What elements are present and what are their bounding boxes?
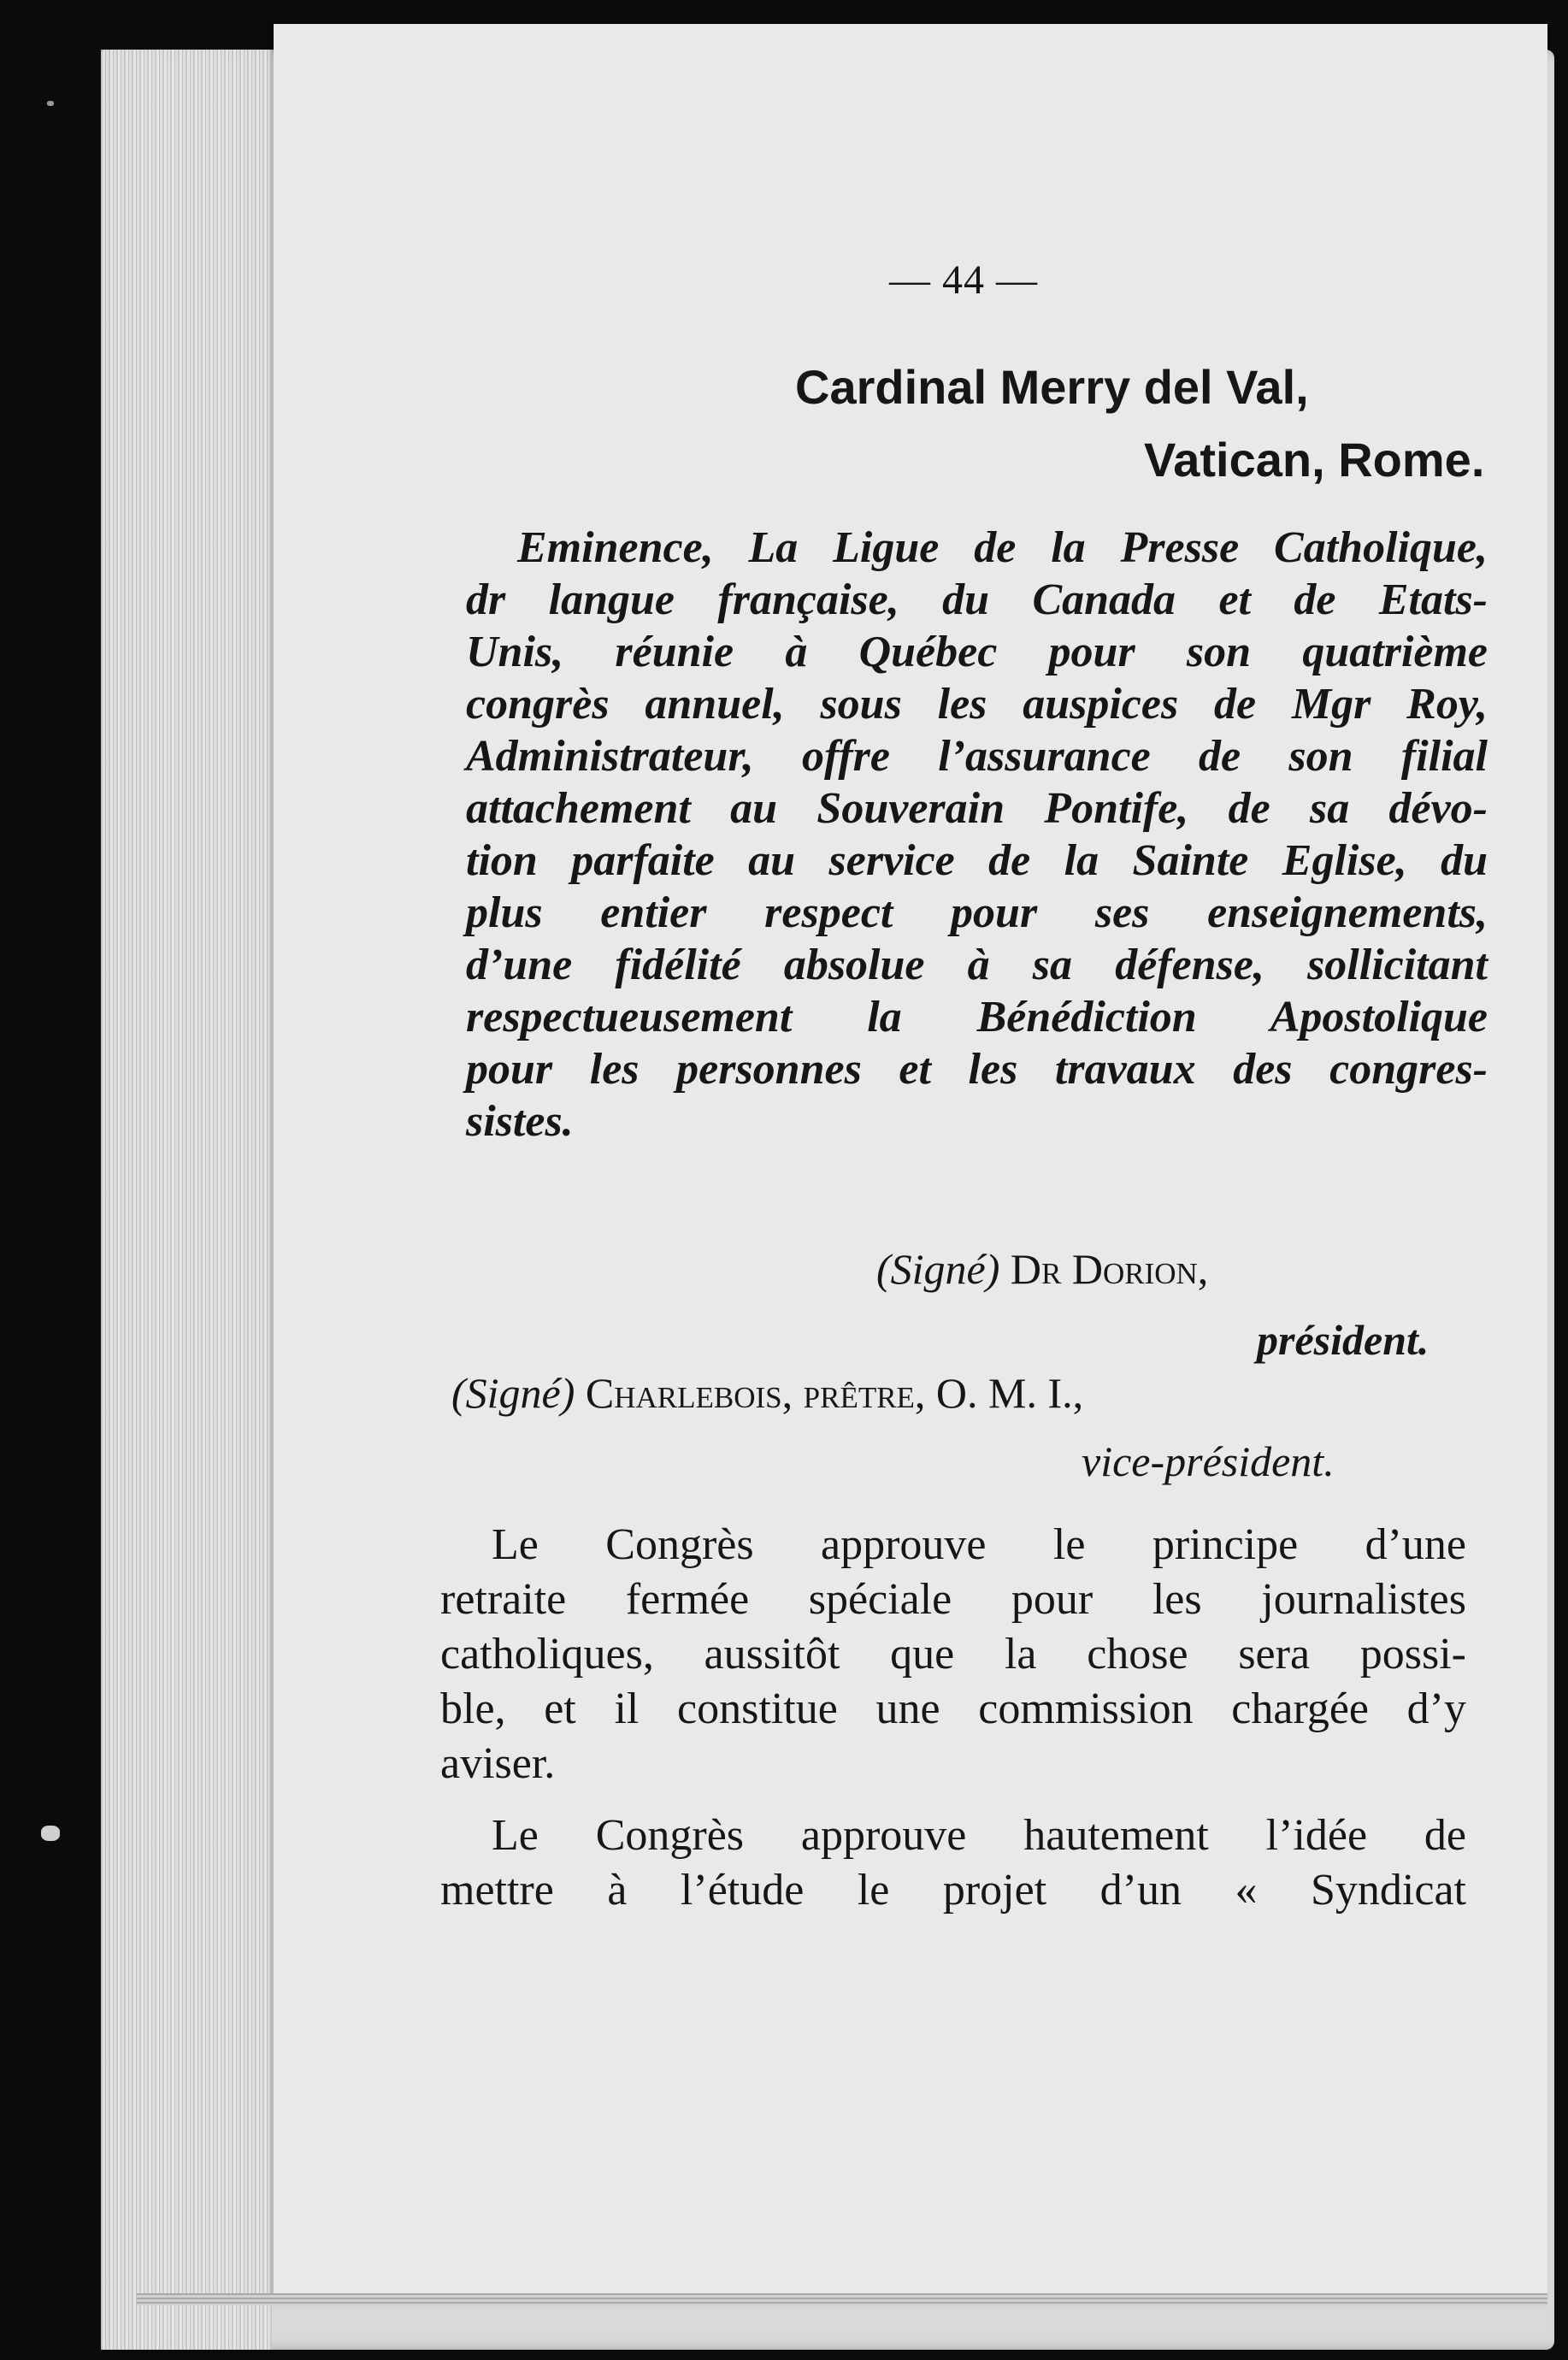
signature-prefix: (Signé) — [451, 1369, 575, 1417]
signature-title-president: président. — [1257, 1316, 1429, 1364]
signature-vice-president — [451, 1368, 1083, 1418]
telegram-line: d’une fidélité absolue à sa défense, sollicitant — [466, 941, 1488, 989]
resolution-line: catholiques, aussitôt que la chose sera possi- — [440, 1630, 1466, 1679]
background-speck — [47, 101, 54, 106]
resolution-line: aviser. — [440, 1739, 556, 1788]
telegram-line: dr langue française, du Canada et de Etats- — [466, 575, 1488, 624]
resolution-line: Le Congrès approuve le principe d’une — [492, 1520, 1466, 1569]
resolution-line: retraite fermée spéciale pour les journalistes — [440, 1575, 1466, 1624]
address-line-1: Cardinal Merry del Val, — [795, 360, 1309, 414]
resolution-line: Le Congrès approuve hautement l’idée de — [492, 1811, 1466, 1860]
signature-prefix: (Signé) — [876, 1245, 1000, 1293]
telegram-line: tion parfaite au service de la Sainte Eglise, du — [466, 836, 1488, 885]
telegram-line: Unis, réunie à Québec pour son quatrième — [466, 628, 1488, 676]
telegram-line: Eminence, La Ligue de la Presse Catholique, — [517, 523, 1488, 572]
address-line-2: Vatican, Rome. — [1144, 433, 1485, 487]
telegram-text — [466, 522, 1488, 1148]
telegram-line: Administrateur, offre l’assurance de son filial — [466, 732, 1488, 781]
telegram-line: congrès annuel, sous les auspices de Mgr Roy, — [466, 680, 1488, 729]
page-bottom-edge — [137, 2293, 1547, 2305]
telegram-line: attachement au Souverain Pontife, de sa dévo- — [466, 784, 1488, 833]
signature-president — [876, 1244, 1208, 1294]
page-number: — 44 — — [889, 257, 1038, 303]
resolution-paragraph — [440, 1518, 1466, 1791]
telegram-line: plus entier respect pour ses enseignements, — [466, 888, 1488, 937]
resolution-line: ble, et il constitue une commission chargée d’y — [440, 1684, 1466, 1733]
telegram-line: pour les personnes et les travaux des congres- — [466, 1045, 1488, 1094]
telegram-line: sistes. — [466, 1097, 574, 1146]
resolution-line: mettre à l’étude le projet d’un « Syndicat — [440, 1866, 1466, 1915]
signature-name: Dr Dorion, — [1010, 1245, 1209, 1293]
background-speck — [41, 1826, 60, 1841]
signature-name: Charlebois, prêtre, O. M. I., — [585, 1369, 1084, 1417]
resolution-paragraph — [440, 1808, 1466, 1918]
telegram-line: respectueusement la Bénédiction Apostolique — [466, 993, 1488, 1041]
signature-title-vice-president: vice-président. — [1082, 1437, 1335, 1485]
